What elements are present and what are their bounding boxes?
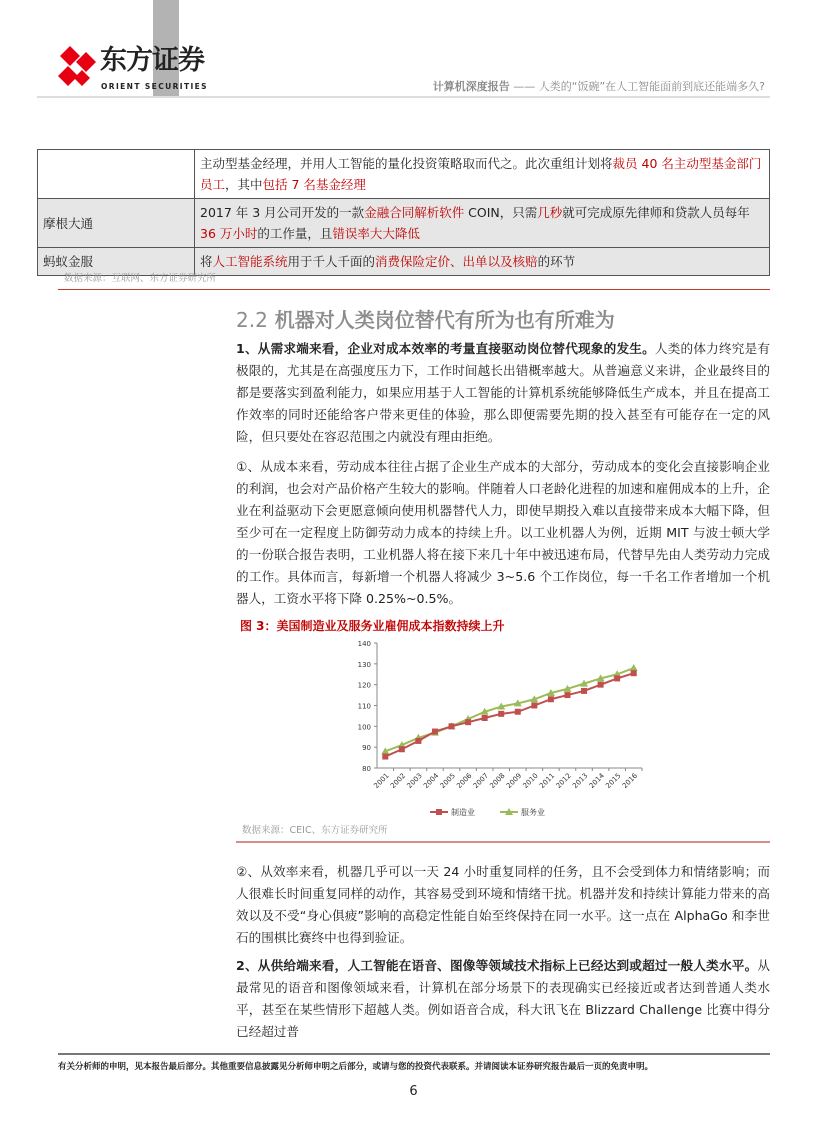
y-tick-label: 130 — [357, 660, 371, 669]
text-segment: 的工作量，且 — [257, 226, 333, 241]
x-tick-label: 2007 — [471, 771, 491, 791]
data-point — [598, 682, 604, 688]
text-segment: 2017 年 3 月公司开发的一款 — [200, 205, 365, 220]
disclaimer: 有关分析师的申明，见本报告最后部分。其他重要信息披露见分析师申明之后部分，或请与您的投资代表联系。并请阅读本证券研究报告最后一页的免责申明。 — [58, 1062, 654, 1072]
section-title: 机器对人类岗位替代有所为也有所难为 — [274, 308, 615, 332]
text-segment: COIN，只需 — [464, 205, 538, 220]
text-segment: 将 — [200, 254, 213, 269]
text-segment: 的环节 — [537, 254, 576, 269]
data-point — [548, 696, 554, 702]
x-tick-label: 2003 — [405, 771, 424, 791]
table-source: 数据来源：互联网、东方证券研究所 — [64, 273, 217, 284]
paragraph-lead: 1、从需求端来看，企业对成本效率的考量直接驱动岗位替代现象的发生。 — [236, 341, 655, 356]
report-type: 计算机深度报告 — [432, 80, 510, 93]
paragraph: ①、从成本来看，劳动成本往往占据了企业生产成本的大部分，劳动成本的变化会直接影响企业的利润，也会对产品价格产生较大的影响。伴随着人口老龄化进程的加速和雇佣成本的上升，企业在利益驱动下会更愿意倾向使用机器替代人力，即使早期投入难以直接带来成本大幅下降，但至少可在一定程度上防御劳动力成本的持续上升。以工业机器人为例，近期 MIT 与波士顿大学的一份联合报告表明，工业机器人将在接下来几十年中被迅速布局，代替早先由人类劳动力完成的工作。具体而言，每新增一个机器人将减少 3~5.6 个工作岗位，每一千名工作者增加一个机器人，工资水平将下降 0.25%~0.5%。 — [236, 459, 770, 606]
chart-container — [236, 634, 770, 824]
logo-text-en: ORIENT SECURITIES — [101, 82, 208, 91]
line-chart — [330, 634, 660, 824]
highlight-text: 裁员 40 名主动型基金部门员工 — [200, 156, 762, 192]
page-number: 6 — [409, 1084, 418, 1099]
highlight-text: 包括 7 名基金经理 — [262, 177, 366, 192]
divider — [236, 841, 770, 843]
highlight-text: 人工智能系统 — [212, 254, 288, 269]
highlight-text: 36 万小时 — [200, 226, 258, 241]
legend-marker — [436, 809, 442, 815]
x-tick-label: 2009 — [504, 771, 524, 791]
company-cell — [38, 150, 195, 199]
y-tick-label: 140 — [357, 640, 371, 648]
table-row — [38, 150, 770, 199]
x-tick-label: 2011 — [538, 771, 557, 791]
report-header — [433, 80, 765, 94]
main-column — [236, 306, 770, 1043]
x-tick-label: 2015 — [604, 771, 623, 791]
y-tick-label: 80 — [362, 765, 371, 773]
paragraph-body: 从最常见的语音和图像领域来看，计算机在部分场景下的表现确实已经接近或者达到普通人类水平，甚至在某些情形下超越人类。例如语音合成，科大讯飞在 Blizzard Challenge 比赛中得分已经超过普 — [236, 958, 770, 1039]
description-cell — [195, 150, 770, 199]
company-logo — [58, 44, 228, 98]
company-table — [37, 149, 770, 276]
x-tick-label: 2008 — [488, 771, 507, 791]
paragraph — [236, 955, 770, 1043]
x-tick-label: 2001 — [372, 771, 391, 791]
highlight-text: 错误率大大降低 — [332, 226, 420, 241]
logo-text-cn: 东方证券 — [100, 45, 204, 76]
legend-label: 服务业 — [521, 808, 545, 817]
highlight-text: 几秒 — [537, 205, 563, 220]
paragraph-lead: 2、从供给端来看，人工智能在语音、图像等领域技术指标上已经达到或超过一般人类水平。 — [236, 958, 758, 973]
highlight-text: 消费保险定价、出单以及核赔 — [375, 254, 538, 269]
data-point — [482, 715, 488, 721]
data-point — [449, 723, 455, 729]
text-segment: 用于千人千面的 — [287, 254, 376, 269]
company-cell: 蚂蚁金服 — [38, 248, 195, 276]
data-point — [630, 664, 638, 671]
x-tick-label: 2005 — [438, 771, 457, 791]
text-segment: 就可完成原先律师和贷款人员每年 — [562, 205, 750, 220]
data-point — [415, 738, 421, 744]
x-tick-label: 2004 — [422, 771, 441, 791]
data-point — [631, 670, 637, 676]
series-line-0 — [385, 673, 633, 756]
section-heading — [236, 306, 770, 334]
data-point — [515, 709, 521, 715]
figure-title: 图 3：美国制造业及服务业雇佣成本指数持续上升 — [240, 619, 505, 633]
data-point — [564, 692, 570, 698]
paragraph — [236, 338, 770, 448]
divider — [58, 289, 770, 290]
paragraph: ②、从效率来看，机器几乎可以一天 24 小时重复同样的任务，且不会受到体力和情绪影响；而人很难长时间重复同样的动作，其容易受到环境和情绪干扰。机器并发和持续计算能力带来的高效以及不受“身心俱疲”影响的高稳定性能自始至终保持在同一水平。这一点在 AlphaGo 和李世石的围棋比赛终中也得到验证。 — [236, 864, 770, 945]
y-tick-label: 110 — [357, 702, 371, 711]
company-cell: 摩根大通 — [38, 199, 195, 248]
y-tick-label: 90 — [362, 744, 371, 753]
highlight-text: 金融合同解析软件 — [364, 205, 465, 220]
text-segment: 主动型基金经理，并用人工智能的量化投资策略取而代之。此次重组计划将 — [200, 156, 613, 171]
legend-label: 制造业 — [451, 808, 475, 817]
description-cell — [195, 199, 770, 248]
x-tick-label: 2002 — [388, 771, 408, 791]
logo-mark-icon — [58, 44, 98, 88]
paragraph-body: 人类的体力终究是有极限的，尤其是在高强度压力下，工作时间越长出错概率越大。从普遍意义来讲，企业最终目的都是要落实到盈利能力，如果应用基于人工智能的计算机系统能够降低生产成本，并且在提高工作效率的同时还能给客户带来更佳的体验，那么即便需要先期的投入甚至有可能存在一定的风险，但只要处在容忍范围之内就没有理由拒绝。 — [236, 341, 771, 444]
x-tick-label: 2013 — [571, 771, 590, 791]
x-tick-label: 2016 — [620, 771, 640, 791]
data-point — [465, 719, 471, 725]
data-point — [432, 729, 438, 735]
header-dash: —— — [513, 80, 536, 93]
x-tick-label: 2014 — [587, 771, 607, 791]
x-tick-label: 2010 — [521, 771, 540, 791]
x-tick-label: 2012 — [554, 771, 573, 791]
report-title: 人类的“饭碗”在人工智能面前到底还能端多久? — [538, 80, 765, 93]
data-point — [614, 675, 620, 681]
section-number: 2.2 — [236, 308, 268, 332]
data-point — [498, 711, 504, 717]
table-row — [38, 199, 770, 248]
y-tick-label: 100 — [357, 723, 371, 732]
footer-divider — [58, 1053, 770, 1055]
text-segment: ，其中 — [225, 177, 263, 192]
y-tick-label: 120 — [357, 681, 371, 690]
data-point — [531, 703, 537, 709]
description-cell — [195, 248, 770, 276]
x-tick-label: 2006 — [455, 771, 474, 791]
data-point — [581, 688, 587, 694]
data-point — [382, 754, 388, 760]
data-point — [399, 746, 405, 752]
figure-source: 数据来源：CEIC、东方证券研究所 — [242, 825, 388, 836]
